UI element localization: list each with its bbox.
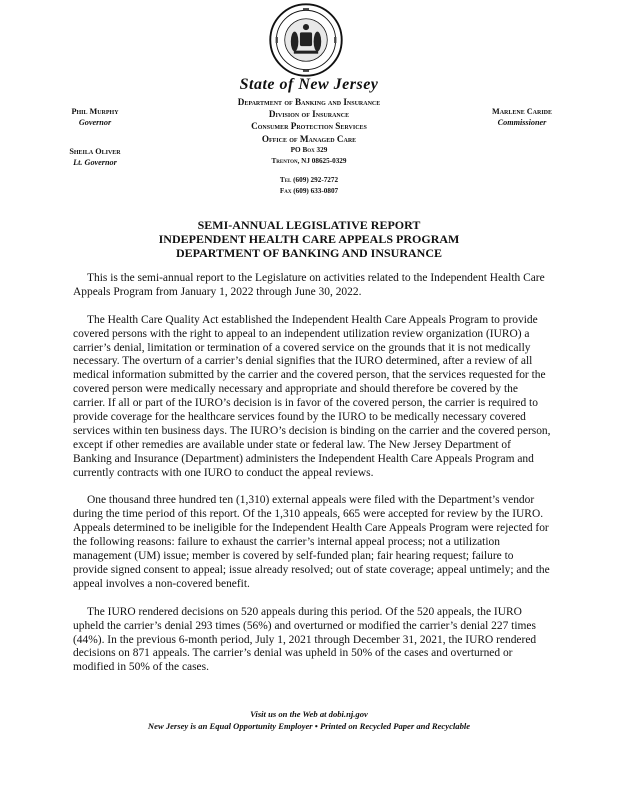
lt-governor-name: Sheila Oliver [69,147,121,156]
paragraph-intro: This is the semi-annual report to the Legislature on activities related to the Independent Health Care Appeals Program from January 1, 2022 through June 30, 2022. [73,272,545,298]
state-title: State of New Jersey [239,76,379,93]
footer-equal-opportunity: New Jersey is an Equal Opportunity Employer • Printed on Recycled Paper and Recyclable [147,721,471,731]
paragraph-decisions: The IURO rendered decisions on 520 appeals during this period. Of the 520 appeals, the IURO upheld the carrier’s denial 293 times (56%) and overturned or modified the carrier’s denial 227 times (44%). In the previous 6-month period, July 1, 2021 through December 31, 2021, the IURO rendered decisions on 871 appeals. The carrier’s denial was upheld in 50% of the cases and overturned or modified in 50% of the cases. [73,605,537,674]
po-box: PO Box 329 [290,145,328,154]
commissioner-name: Marlene Caride [491,107,553,116]
division-name: Division of Insurance [268,109,350,120]
state-seal-icon [268,2,344,78]
department-name: Department of Banking and Insurance [237,97,381,107]
lt-governor-title: Lt. Governor [73,158,117,167]
footer [0,708,618,732]
commissioner-title: Commissioner [497,118,547,127]
telephone: Tel (609) 292-7272 [279,175,339,184]
commissioner-block [478,106,566,128]
city-zip: Trenton, NJ 08625-0329 [271,156,347,165]
fax: Fax (609) 633-0807 [279,186,339,195]
report-title [0,218,618,260]
governor-title: Governor [78,118,112,127]
report-body [73,272,551,689]
paragraph-program-description: The Health Care Quality Act established the Independent Health Care Appeals Program to provide covered persons with the right to appeal to an independent utilization review organization (IURO) a carrier’s denial, limitation or termination of a covered service on the grounds that it is not medically necessary. The overturn of a carrier’s denial signifies that the IURO determined, after a review of all medical information submitted by the carrier and the covered person, that the services requested for the covered person were medically necessary and appropriate and should therefore be covered by the carrier. If all or part of the IURO’s decision is in favor of the covered person, the carrier is required to provide coverage for the healthcare services found by the IURO to be medically necessary covered services within ten business days. The IURO’s decision is binding on the carrier and the covered person, except if other remedies are available under state or federal law. The New Jersey Department of Banking and Insurance (Department) administers the Independent Health Care Appeals Program and currently contracts with one IURO to conduct the appeal reviews. [73,313,551,479]
paragraph-appeals-filed: One thousand three hundred ten (1,310) external appeals were filed with the Department’s vendor during the time period of this report. Of the 1,310 appeals, 665 were accepted for review by the IURO. Appeals determined to be ineligible for the Independent Health Care Appeals Program were rejected for the following reasons: failure to exhaust the carrier’s internal appeal process; not a utilization management (UM) issue; member is covered by self-funded plan; fair hearing request; failure to provide signed consent to appeal; issue already resolved; out of state coverage; appeal untimely; and the appeal involves a non-covered benefit. [73,494,550,590]
footer-web: Visit us on the Web at dobi.nj.gov [250,709,368,719]
governor-name: Phil Murphy [71,107,119,116]
report-title-line-3: DEPARTMENT OF BANKING AND INSURANCE [175,246,443,260]
office-name: Office of Managed Care [261,133,357,144]
report-title-line-2: INDEPENDENT HEALTH CARE APPEALS PROGRAM [158,232,460,246]
report-title-line-1: SEMI-ANNUAL LEGISLATIVE REPORT [197,218,421,232]
services-name: Consumer Protection Services [251,121,367,132]
